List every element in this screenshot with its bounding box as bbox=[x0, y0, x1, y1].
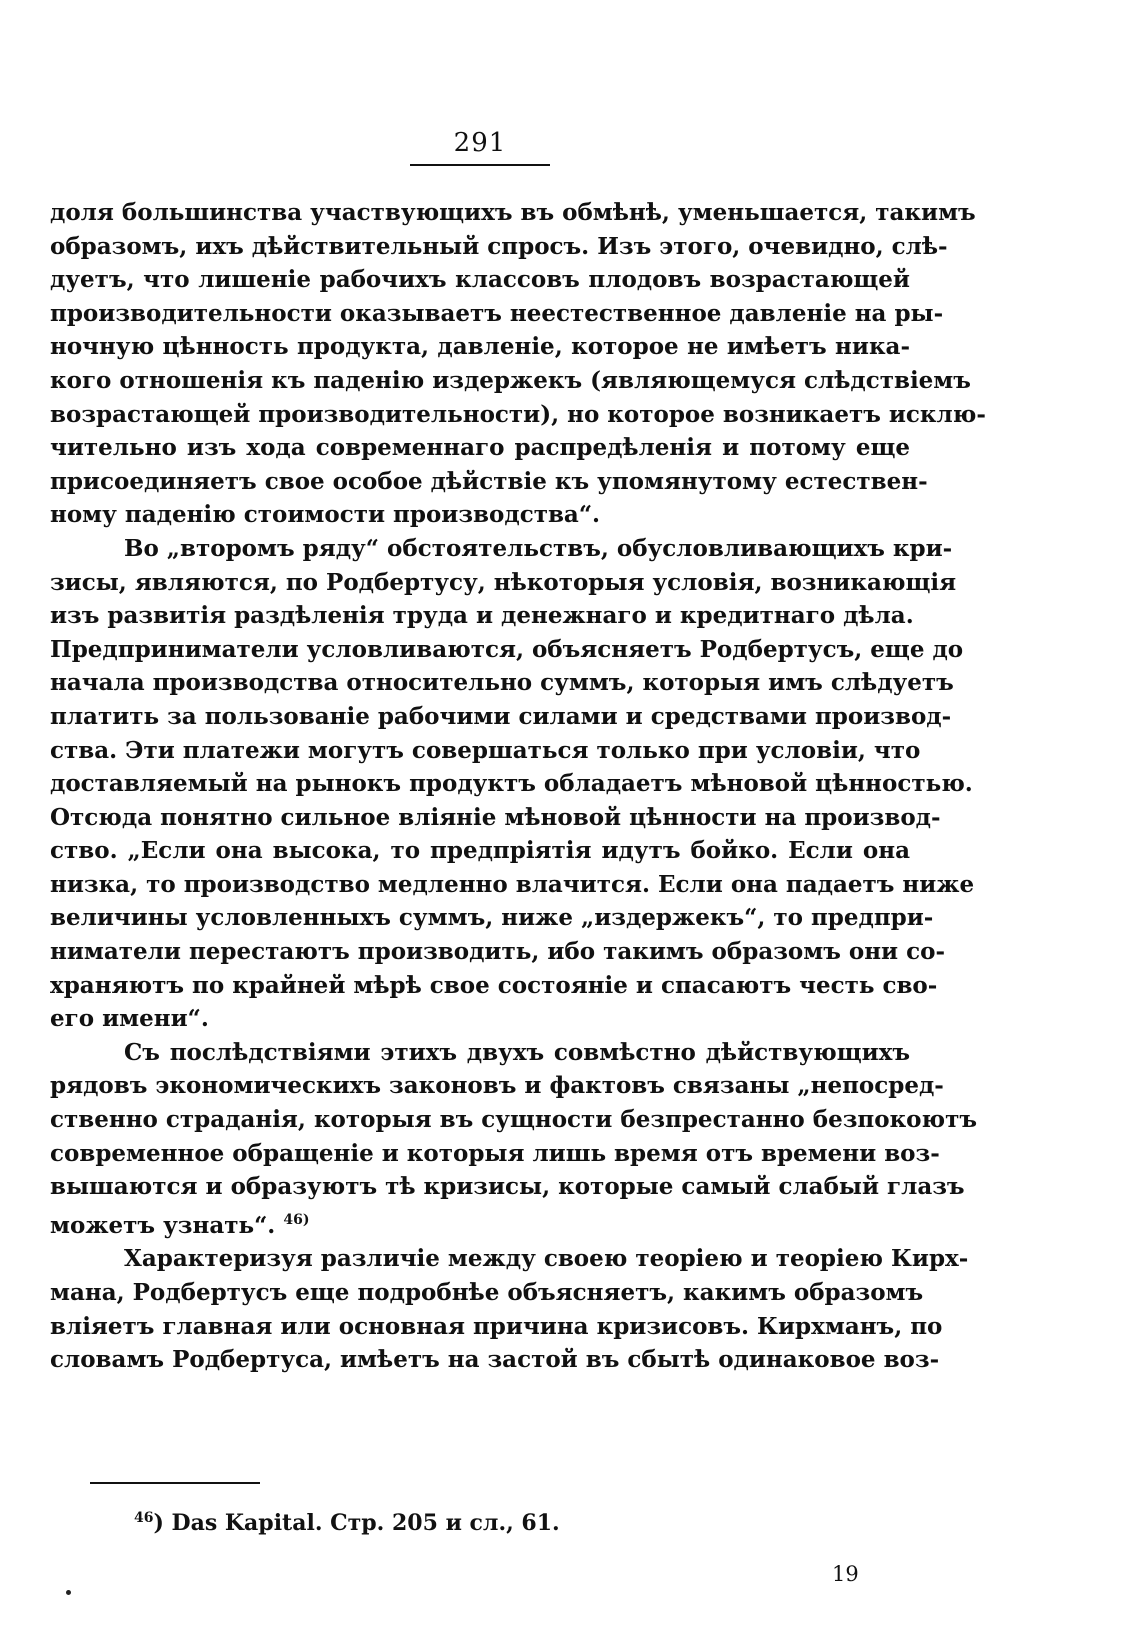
text-line: чительно изъ хода современнаго распредѣленія и потому еще bbox=[50, 434, 910, 462]
footnote-rule bbox=[90, 1482, 260, 1484]
text-line: зисы, являются, по Родбертусу, нѣкоторыя условія, возникающія bbox=[50, 568, 957, 596]
footnote-reference: 46) bbox=[283, 1211, 310, 1228]
text-line: доставляемый на рынокъ продуктъ обладаетъ мѣновой цѣнностью. bbox=[50, 770, 973, 798]
text-line: Отсюда понятно сильное вліяніе мѣновой цѣнности на производ- bbox=[50, 803, 941, 831]
text-line: величины условленныхъ суммъ, ниже „издержекъ“, то предпри- bbox=[50, 904, 934, 932]
text-line: Предприниматели условливаются, объясняетъ Родбертусъ, еще до bbox=[50, 635, 964, 663]
text-line: ночную цѣнность продукта, давленіе, которое не имѣетъ ника- bbox=[50, 333, 910, 361]
text-line: кого отношенія къ паденію издержекъ (являющемуся слѣдствіемъ bbox=[50, 366, 971, 394]
text-line: ному паденію стоимости производства“. bbox=[50, 501, 601, 529]
text-line: Во „второмъ ряду“ обстоятельствъ, обусловливающихъ кри- bbox=[124, 534, 953, 562]
print-speck bbox=[66, 1590, 71, 1595]
text-line: образомъ, ихъ дѣйствительный спросъ. Изъ этого, очевидно, слѣ- bbox=[50, 232, 948, 260]
text-line: ства. Эти платежи могутъ совершаться только при условіи, что bbox=[50, 736, 921, 764]
text-line: доля большинства участвующихъ въ обмѣнѣ, уменьшается, такимъ bbox=[50, 199, 976, 226]
text-line: Съ послѣдствіями этихъ двухъ совмѣстно дѣйствующихъ bbox=[124, 1038, 910, 1066]
footnote-marker: 46 bbox=[134, 1510, 154, 1526]
text-line: храняютъ по крайней мѣрѣ свое состояніе и спасаютъ честь сво- bbox=[50, 971, 938, 999]
text-line: ственно страданія, которыя въ сущности безпрестанно безпокоютъ bbox=[50, 1106, 977, 1134]
text-line: его имени“. bbox=[50, 1005, 209, 1033]
signature-mark: 19 bbox=[832, 1562, 859, 1586]
body-text bbox=[50, 196, 986, 1377]
text-line: вліяетъ главная или основная причина кризисовъ. Кирхманъ, по bbox=[50, 1312, 943, 1340]
text-line: рядовъ экономическихъ законовъ и фактовъ связаны „непосред- bbox=[50, 1072, 944, 1100]
text-line: можетъ узнать“. bbox=[50, 1211, 276, 1239]
footnote-text: ) Das Kapital. Стр. 205 и сл., 61. bbox=[153, 1510, 560, 1536]
text-line: вышаются и образуютъ тѣ кризисы, которые самый слабый глазъ bbox=[50, 1173, 965, 1201]
header-rule bbox=[410, 164, 550, 166]
text-line: дуетъ, что лишеніе рабочихъ классовъ плодовъ возрастающей bbox=[50, 266, 910, 294]
text-line: ниматели перестаютъ производить, ибо такимъ образомъ они со- bbox=[50, 938, 946, 966]
text-line-with-footnote bbox=[50, 1204, 910, 1243]
text-line: словамъ Родбертуса, имѣетъ на застой въ сбытѣ одинаковое воз- bbox=[50, 1346, 940, 1374]
page-number: 291 bbox=[453, 128, 507, 158]
text-line: мана, Родбертусъ еще подробнѣе объясняетъ, какимъ образомъ bbox=[50, 1279, 924, 1306]
text-line: платить за пользованіе рабочими силами и средствами производ- bbox=[50, 702, 952, 730]
text-line: низка, то производство медленно влачится. Если она падаетъ ниже bbox=[50, 870, 975, 898]
text-line: производительности оказываетъ неестественное давленіе на ры- bbox=[50, 299, 944, 327]
text-line: начала производства относительно суммъ, которыя имъ слѣдуетъ bbox=[50, 669, 954, 697]
text-line: Характеризуя различіе между своею теоріею и теоріею Кирх- bbox=[124, 1245, 969, 1273]
text-line: ство. „Если она высока, то предпріятія идутъ бойко. Если она bbox=[50, 837, 910, 865]
text-line: современное обращеніе и которыя лишь время отъ времени воз- bbox=[50, 1139, 940, 1167]
text-line: возрастающей производительности), но которое возникаетъ исклю- bbox=[50, 400, 986, 428]
text-line: присоединяетъ свое особое дѣйствіе къ упомянутому естествен- bbox=[50, 467, 928, 495]
text-line: изъ развитія раздѣленія труда и денежнаго и кредитнаго дѣла. bbox=[50, 602, 914, 630]
footnote bbox=[134, 1510, 560, 1536]
